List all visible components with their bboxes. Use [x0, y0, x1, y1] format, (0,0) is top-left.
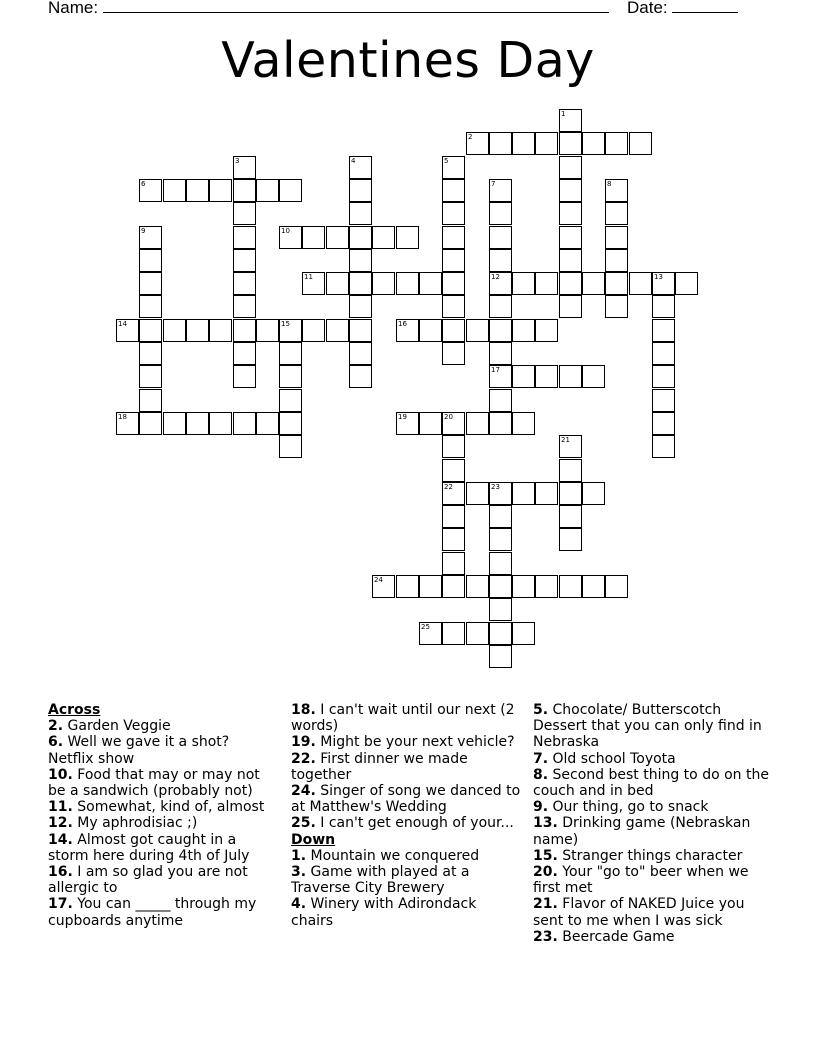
grid-cell[interactable]: [233, 412, 256, 435]
clue-number: 10.: [48, 766, 73, 783]
grid-cell[interactable]: [163, 412, 186, 435]
clue-number: 18.: [291, 702, 316, 718]
grid-cell[interactable]: [302, 272, 325, 295]
grid-cell[interactable]: [442, 528, 465, 551]
grid-cell[interactable]: [652, 412, 675, 435]
grid-cell[interactable]: [605, 249, 628, 272]
clue-text: Almost got caught in a storm here during 4th of July: [48, 831, 250, 864]
grid-cell[interactable]: [349, 295, 372, 318]
clue-text: Flavor of NAKED Juice you sent to me when I was sick: [533, 896, 745, 929]
clue-number: 6.: [48, 734, 64, 751]
clue-text: Your "go to" beer when we first met: [533, 864, 749, 897]
page-title: Valentines Day: [221, 32, 595, 89]
clue-number: 4: [351, 157, 356, 165]
grid-cell[interactable]: [233, 295, 256, 318]
clue-text: Game with played at a Traverse City Brewery: [291, 864, 470, 897]
grid-cell[interactable]: [466, 482, 489, 505]
clue-number: 10: [281, 227, 290, 235]
grid-cell[interactable]: [279, 226, 302, 249]
grid-cell[interactable]: [489, 295, 512, 318]
grid-cell[interactable]: [489, 505, 512, 528]
clue-text: Old school Toyota: [552, 750, 676, 767]
grid-cell[interactable]: [535, 272, 558, 295]
grid-cell[interactable]: [466, 319, 489, 342]
grid-cell[interactable]: [442, 319, 465, 342]
grid-cell[interactable]: [559, 482, 582, 505]
grid-cell[interactable]: [512, 575, 535, 598]
grid-cell[interactable]: [209, 179, 232, 202]
grid-cell[interactable]: [629, 272, 652, 295]
clue-across: [291, 702, 521, 734]
grid-cell[interactable]: [349, 156, 372, 179]
clue-number: 16: [398, 320, 407, 328]
clue-text: Beercade Game: [562, 928, 675, 945]
grid-cell[interactable]: [326, 319, 349, 342]
grid-cell[interactable]: [605, 132, 628, 155]
grid-cell[interactable]: [442, 575, 465, 598]
grid-cell[interactable]: [349, 365, 372, 388]
clue-number: 7.: [533, 750, 549, 767]
grid-cell[interactable]: [116, 319, 139, 342]
clue-number: 22.: [291, 750, 316, 767]
clue-across: [291, 751, 521, 783]
grid-cell[interactable]: [466, 622, 489, 645]
grid-cell[interactable]: [163, 179, 186, 202]
clue-number: 14: [118, 320, 127, 328]
grid-cell[interactable]: [489, 575, 512, 598]
grid-cell[interactable]: [559, 109, 582, 132]
clue-text: I am so glad you are not allergic to: [48, 864, 248, 897]
grid-cell[interactable]: [396, 575, 419, 598]
clue-down: [533, 799, 773, 815]
clue-down: [533, 751, 773, 767]
grid-cell[interactable]: [139, 226, 162, 249]
grid-cell[interactable]: [652, 295, 675, 318]
grid-cell[interactable]: [489, 319, 512, 342]
clue-across: [48, 815, 276, 831]
clue-number: 16.: [48, 864, 73, 881]
clue-number: 24.: [291, 783, 316, 800]
grid-cell[interactable]: [652, 272, 675, 295]
grid-cell[interactable]: [442, 226, 465, 249]
grid-cell[interactable]: [349, 202, 372, 225]
grid-cell[interactable]: [559, 295, 582, 318]
grid-cell[interactable]: [559, 202, 582, 225]
clue-number: 1: [561, 110, 566, 118]
clues-column-2: [291, 702, 521, 929]
clue-text: Might be your next vehicle?: [320, 734, 515, 751]
grid-cell[interactable]: [559, 156, 582, 179]
clue-number: 23.: [533, 928, 558, 945]
clue-text: Chocolate/ Butterscotch Dessert that you can only find in Nebraska: [533, 702, 762, 751]
grid-cell[interactable]: [675, 272, 698, 295]
grid-cell[interactable]: [535, 319, 558, 342]
clue-number: 20.: [533, 864, 558, 881]
clue-across: [291, 783, 521, 815]
clue-text: I can't wait until our next (2 words): [291, 702, 515, 735]
clue-number: 21: [561, 436, 570, 444]
clue-text: Mountain we conquered: [310, 847, 480, 864]
down-heading: Down: [291, 831, 336, 848]
grid-cell[interactable]: [139, 319, 162, 342]
clue-down: [533, 896, 773, 928]
grid-cell[interactable]: [326, 272, 349, 295]
grid-cell[interactable]: [466, 412, 489, 435]
clue-number: 3.: [291, 864, 307, 881]
grid-cell[interactable]: [396, 319, 419, 342]
grid-cell[interactable]: [349, 272, 372, 295]
clue-across: [48, 864, 276, 896]
date-label: Date:: [627, 0, 668, 17]
clue-text: Winery with Adirondack chairs: [291, 896, 477, 929]
grid-cell[interactable]: [279, 365, 302, 388]
clue-across: [48, 896, 276, 928]
clue-number: 25.: [291, 815, 316, 832]
clue-number: 2.: [48, 718, 64, 735]
grid-cell[interactable]: [605, 226, 628, 249]
grid-cell[interactable]: [349, 226, 372, 249]
clue-number: 12: [491, 273, 500, 281]
grid-cell[interactable]: [419, 319, 442, 342]
grid-cell[interactable]: [396, 412, 419, 435]
grid-cell[interactable]: [512, 365, 535, 388]
grid-cell[interactable]: [629, 132, 652, 155]
across-heading: Across: [48, 702, 101, 718]
clue-text: Food that may or may not be a sandwich (probably not): [48, 766, 260, 800]
grid-cell[interactable]: [559, 575, 582, 598]
grid-cell[interactable]: [349, 249, 372, 272]
grid-cell[interactable]: [233, 179, 256, 202]
clue-number: 7: [491, 180, 496, 188]
grid-cell[interactable]: [442, 435, 465, 458]
grid-cell[interactable]: [652, 319, 675, 342]
grid-cell[interactable]: [466, 132, 489, 155]
clue-number: 2: [468, 133, 473, 141]
clue-number: 8.: [533, 766, 549, 783]
grid-cell[interactable]: [233, 319, 256, 342]
grid-cell[interactable]: [559, 132, 582, 155]
grid-cell[interactable]: [442, 412, 465, 435]
clue-text: I can't get enough of your...: [320, 815, 514, 832]
grid-cell[interactable]: [605, 179, 628, 202]
clue-number: 4.: [291, 896, 307, 913]
grid-cell[interactable]: [302, 319, 325, 342]
grid-cell[interactable]: [442, 482, 465, 505]
clue-number: 3: [235, 157, 240, 165]
clue-down: [533, 702, 773, 751]
grid-cell[interactable]: [442, 505, 465, 528]
clue-text: Well we gave it a shot? Netflix show: [48, 734, 230, 767]
clue-down: [533, 767, 773, 799]
grid-cell[interactable]: [605, 272, 628, 295]
grid-cell[interactable]: [419, 412, 442, 435]
grid-cell[interactable]: [489, 552, 512, 575]
grid-cell[interactable]: [442, 552, 465, 575]
clues-column-1: [48, 702, 276, 929]
clue-number: 24: [374, 576, 383, 584]
grid-cell[interactable]: [233, 272, 256, 295]
grid-cell[interactable]: [559, 528, 582, 551]
grid-cell[interactable]: [139, 412, 162, 435]
clue-number: 11: [304, 273, 313, 281]
grid-cell[interactable]: [256, 319, 279, 342]
grid-cell[interactable]: [163, 319, 186, 342]
clue-text: Garden Veggie: [67, 718, 171, 735]
grid-cell[interactable]: [489, 598, 512, 621]
grid-cell[interactable]: [302, 226, 325, 249]
grid-cell[interactable]: [489, 179, 512, 202]
grid-cell[interactable]: [582, 482, 605, 505]
clue-text: Drinking game (Nebraskan name): [533, 815, 751, 848]
grid-cell[interactable]: [396, 272, 419, 295]
clue-across: [48, 799, 276, 815]
clue-number: 13: [654, 273, 663, 281]
grid-cell[interactable]: [139, 389, 162, 412]
grid-cell[interactable]: [489, 645, 512, 668]
clues-column-3: [533, 702, 773, 945]
clue-text: First dinner we made together: [291, 750, 468, 783]
grid-cell[interactable]: [559, 459, 582, 482]
grid-cell[interactable]: [209, 319, 232, 342]
grid-cell[interactable]: [186, 319, 209, 342]
clue-across: [48, 767, 276, 799]
grid-cell[interactable]: [349, 342, 372, 365]
grid-cell[interactable]: [279, 412, 302, 435]
grid-cell[interactable]: [489, 365, 512, 388]
grid-cell[interactable]: [139, 342, 162, 365]
clue-down: [533, 929, 773, 945]
clue-number: 11.: [48, 799, 73, 816]
grid-cell[interactable]: [139, 295, 162, 318]
grid-cell[interactable]: [559, 505, 582, 528]
clue-number: 1.: [291, 847, 307, 864]
clue-text: Second best thing to do on the couch and in bed: [533, 766, 769, 800]
grid-cell[interactable]: [372, 226, 395, 249]
grid-cell[interactable]: [186, 412, 209, 435]
grid-cell[interactable]: [535, 482, 558, 505]
clue-number: 9: [141, 227, 146, 235]
grid-cell[interactable]: [442, 295, 465, 318]
clue-number: 15: [281, 320, 290, 328]
grid-cell[interactable]: [233, 226, 256, 249]
grid-cell[interactable]: [209, 412, 232, 435]
grid-cell[interactable]: [512, 272, 535, 295]
clue-across: [291, 815, 521, 831]
grid-cell[interactable]: [349, 179, 372, 202]
grid-cell[interactable]: [256, 179, 279, 202]
grid-cell[interactable]: [256, 412, 279, 435]
clue-number: 17.: [48, 896, 73, 913]
grid-cell[interactable]: [139, 249, 162, 272]
clue-number: 18: [118, 413, 127, 421]
grid-cell[interactable]: [652, 365, 675, 388]
grid-cell[interactable]: [559, 365, 582, 388]
grid-cell[interactable]: [582, 132, 605, 155]
clue-number: 13.: [533, 815, 558, 832]
grid-cell[interactable]: [279, 389, 302, 412]
clue-number: 5.: [533, 702, 549, 718]
grid-cell[interactable]: [582, 272, 605, 295]
grid-cell[interactable]: [535, 575, 558, 598]
grid-cell[interactable]: [605, 202, 628, 225]
grid-cell[interactable]: [652, 389, 675, 412]
grid-cell[interactable]: [442, 179, 465, 202]
clue-number: 9.: [533, 799, 549, 816]
clue-text: Singer of song we danced to at Matthew's Wedding: [291, 783, 521, 816]
clue-number: 19.: [291, 734, 316, 751]
clue-number: 22: [444, 483, 453, 491]
grid-cell[interactable]: [442, 249, 465, 272]
grid-cell[interactable]: [489, 622, 512, 645]
grid-cell[interactable]: [233, 202, 256, 225]
clue-number: 6: [141, 180, 146, 188]
grid-cell[interactable]: [559, 249, 582, 272]
grid-cell[interactable]: [466, 575, 489, 598]
grid-cell[interactable]: [535, 132, 558, 155]
grid-cell[interactable]: [186, 179, 209, 202]
grid-cell[interactable]: [559, 179, 582, 202]
grid-cell[interactable]: [652, 342, 675, 365]
clue-number: 25: [421, 623, 430, 631]
grid-cell[interactable]: [372, 272, 395, 295]
grid-cell[interactable]: [489, 482, 512, 505]
grid-cell[interactable]: [442, 622, 465, 645]
grid-cell[interactable]: [139, 179, 162, 202]
grid-cell[interactable]: [512, 132, 535, 155]
grid-cell[interactable]: [419, 622, 442, 645]
grid-cell[interactable]: [559, 435, 582, 458]
grid-cell[interactable]: [139, 272, 162, 295]
grid-cell[interactable]: [279, 179, 302, 202]
name-label: Name:: [48, 0, 99, 17]
grid-cell[interactable]: [489, 132, 512, 155]
clue-number: 23: [491, 483, 500, 491]
grid-cell[interactable]: [559, 272, 582, 295]
clue-across: [291, 734, 521, 750]
grid-cell[interactable]: [535, 365, 558, 388]
clue-across: [48, 718, 276, 734]
grid-cell[interactable]: [512, 622, 535, 645]
grid-cell[interactable]: [279, 342, 302, 365]
grid-cell[interactable]: [442, 202, 465, 225]
clue-across: [48, 832, 276, 864]
grid-cell[interactable]: [489, 528, 512, 551]
clue-down: [291, 864, 521, 896]
grid-cell[interactable]: [442, 342, 465, 365]
grid-cell[interactable]: [233, 365, 256, 388]
clue-number: 17: [491, 366, 500, 374]
clue-number: 15.: [533, 847, 558, 864]
grid-cell[interactable]: [489, 412, 512, 435]
grid-cell[interactable]: [489, 249, 512, 272]
clue-text: Somewhat, kind of, almost: [77, 799, 265, 816]
grid-cell[interactable]: [652, 435, 675, 458]
grid-cell[interactable]: [279, 435, 302, 458]
grid-cell[interactable]: [139, 365, 162, 388]
grid-cell[interactable]: [233, 156, 256, 179]
grid-cell[interactable]: [372, 575, 395, 598]
grid-cell[interactable]: [489, 226, 512, 249]
grid-cell[interactable]: [605, 295, 628, 318]
clue-number: 5: [444, 157, 449, 165]
grid-cell[interactable]: [233, 342, 256, 365]
clue-text: You can _____ through my cupboards anytime: [48, 896, 257, 929]
grid-cell[interactable]: [349, 319, 372, 342]
grid-cell[interactable]: [559, 226, 582, 249]
grid-cell[interactable]: [489, 202, 512, 225]
clue-text: My aphrodisiac ;): [77, 815, 198, 832]
grid-cell[interactable]: [582, 575, 605, 598]
grid-cell[interactable]: [419, 575, 442, 598]
clue-across: [48, 734, 276, 766]
clue-number: 21.: [533, 896, 558, 913]
clue-text: Our thing, go to snack: [552, 799, 709, 816]
grid-cell[interactable]: [396, 226, 419, 249]
grid-cell[interactable]: [489, 272, 512, 295]
clue-number: 8: [607, 180, 612, 188]
grid-cell[interactable]: [489, 342, 512, 365]
clue-down: [291, 896, 521, 928]
clue-text: Stranger things character: [562, 847, 743, 864]
grid-cell[interactable]: [442, 459, 465, 482]
grid-cell[interactable]: [512, 319, 535, 342]
grid-cell[interactable]: [512, 482, 535, 505]
grid-cell[interactable]: [582, 365, 605, 388]
grid-cell[interactable]: [489, 389, 512, 412]
clue-down: [533, 848, 773, 864]
clue-number: 14.: [48, 831, 73, 848]
grid-cell[interactable]: [116, 412, 139, 435]
grid-cell[interactable]: [442, 156, 465, 179]
clue-down: [533, 815, 773, 847]
grid-cell[interactable]: [512, 412, 535, 435]
clue-number: 20: [444, 413, 453, 421]
clue-down: [291, 848, 521, 864]
grid-cell[interactable]: [419, 272, 442, 295]
grid-cell[interactable]: [605, 575, 628, 598]
grid-cell[interactable]: [326, 226, 349, 249]
clue-number: 12.: [48, 815, 73, 832]
grid-cell[interactable]: [233, 249, 256, 272]
clue-down: [533, 864, 773, 896]
clue-number: 19: [398, 413, 407, 421]
grid-cell[interactable]: [279, 319, 302, 342]
grid-cell[interactable]: [442, 272, 465, 295]
